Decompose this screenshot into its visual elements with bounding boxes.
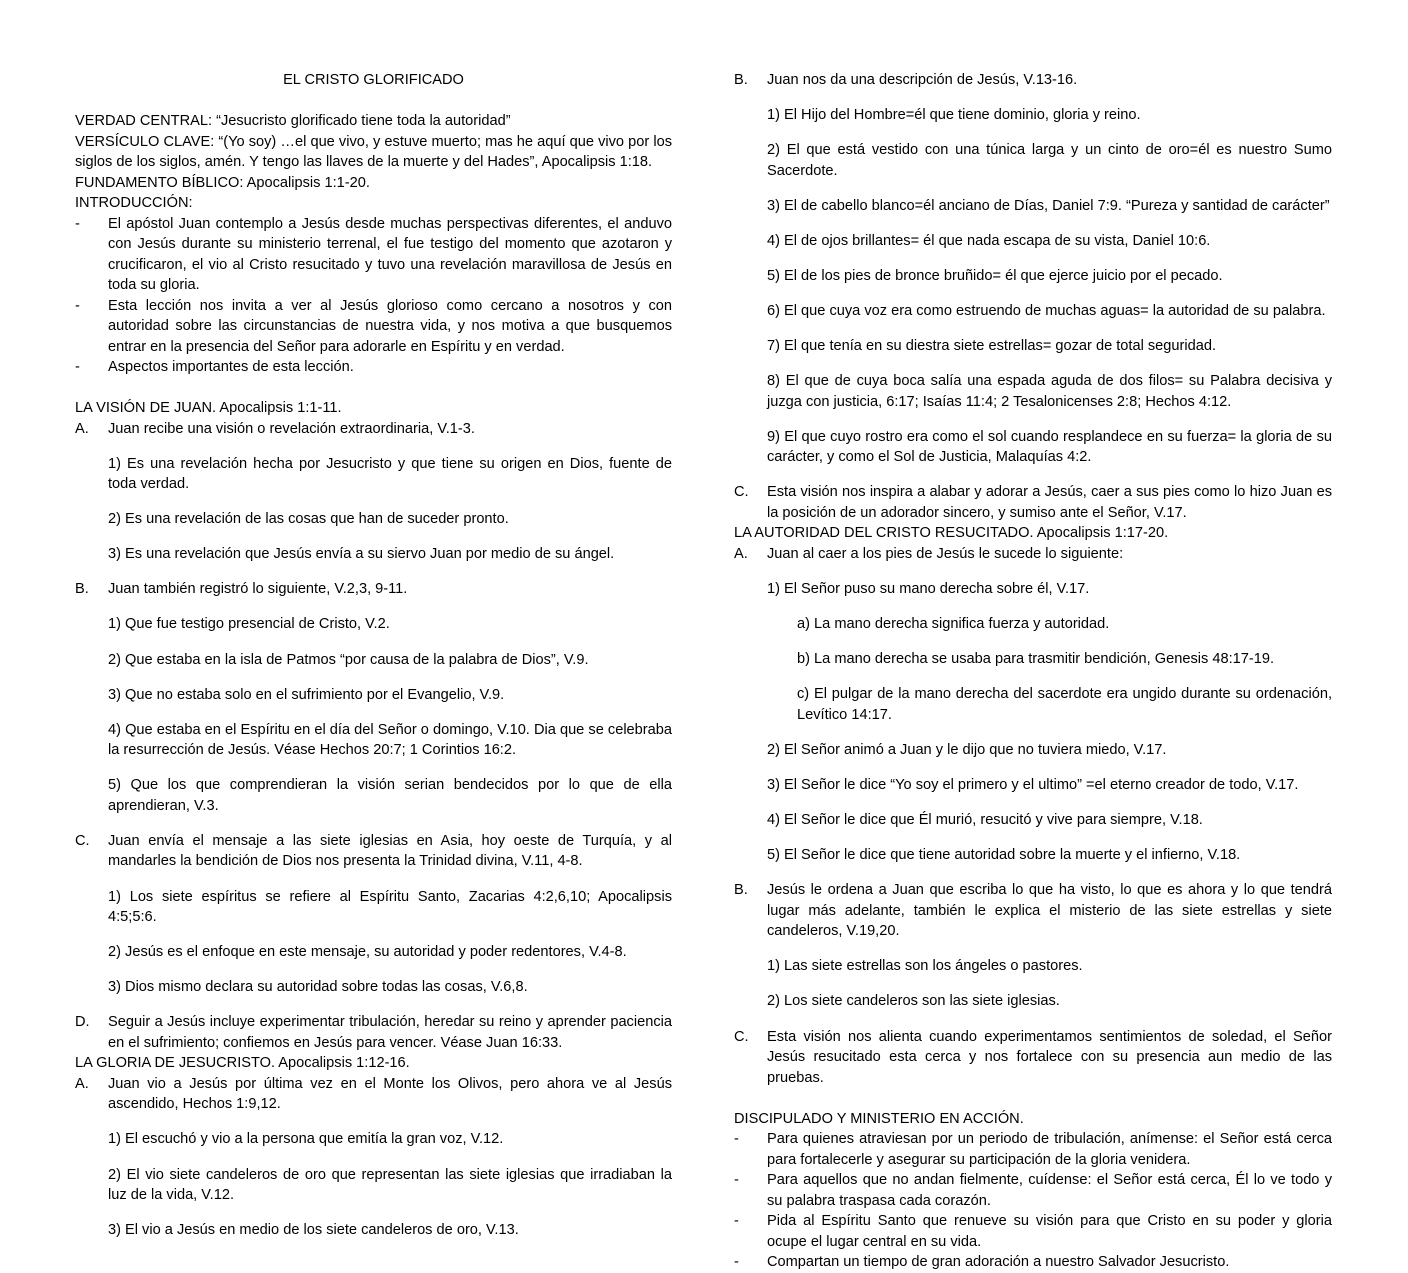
- sub-item: 5) El de los pies de bronce bruñido= él que ejerce juicio por el pecado.: [767, 267, 1223, 284]
- sub-item: 3) El Señor le dice “Yo soy el primero y el ultimo” =el eterno creador de todo, V.17.: [767, 777, 1299, 793]
- intro-item: [75, 357, 672, 378]
- letter-marker: A.: [734, 545, 748, 562]
- sub-sub-item: a) La mano derecha significa fuerza y autoridad.: [797, 616, 1110, 633]
- point-text: Juan vio a Jesús por última vez en el Monte los Olivos, pero ahora ve al Jesús ascendido, Hechos 1:9,12.: [108, 1075, 672, 1113]
- intro-item: [75, 296, 672, 358]
- point-text: Juan envía el mensaje a las siete iglesias en Asia, hoy oeste de Turquía, y al mandarles la bendición de Dios nos presenta la Trinidad divina, V.11, 4-8.: [108, 832, 672, 870]
- letter-marker: A.: [75, 1075, 89, 1092]
- dash-marker: -: [734, 1172, 739, 1189]
- point-b: [734, 880, 1332, 942]
- sub-item: 4) El de ojos brillantes= él que nada escapa de su vista, Daniel 10:6.: [767, 232, 1211, 249]
- dash-marker: -: [75, 215, 80, 232]
- section-heading-gloria: LA GLORIA DE JESUCRISTO. Apocalipsis 1:12-16.: [75, 1055, 410, 1072]
- sub-item: 2) Los siete candeleros son las siete iglesias.: [767, 993, 1060, 1010]
- intro-item-text: Aspectos importantes de esta lección.: [108, 359, 354, 375]
- letter-marker: B.: [734, 882, 748, 899]
- letter-marker: C.: [734, 1028, 749, 1045]
- sub-item: 3) Que no estaba solo en el sufrimiento por el Evangelio, V.9.: [108, 686, 505, 703]
- section-heading-vision: LA VISIÓN DE JUAN. Apocalipsis 1:1-11.: [75, 400, 342, 416]
- sub-item: 4) El Señor le dice que Él murió, resucitó y vive para siempre, V.18.: [767, 812, 1203, 829]
- dash-marker: -: [75, 297, 80, 314]
- intro-item-text: El apóstol Juan contemplo a Jesús desde muchas perspectivas diferentes, el anduvo con Jesús durante su ministerio terrenal, el fue testigo del momento que azotaron y crucificaron, el vio al Cristo resucitado y tuvo una revelación maravillosa de Jesús en toda su gloria.: [108, 215, 672, 293]
- sub-item: 2) El Señor animó a Juan y le dijo que no tuviera miedo, V.17.: [767, 741, 1167, 758]
- sub-item: 1) Los siete espíritus se refiere al Espíritu Santo, Zacarias 4:2,6,10; Apocalipsis 4:5;5:6.: [108, 888, 672, 926]
- sub-item: 4) Que estaba en el Espíritu en el día del Señor o domingo, V.10. Dia que se celebraba la resurrección de Jesús. Véase Hechos 20:7; 1 Corintios 16:2.: [108, 721, 672, 759]
- sub-item: 3) Es una revelación que Jesús envía a su siervo Juan por medio de su ángel.: [108, 546, 615, 563]
- left-column: [75, 70, 672, 1255]
- intro-item: [75, 214, 672, 296]
- sub-item: 2) El vio siete candeleros de oro que representan las siete iglesias que irradiaban la luz de la vida, V.12.: [108, 1166, 672, 1203]
- sub-item: 3) El vio a Jesús en medio de los siete candeleros de oro, V.13.: [108, 1222, 519, 1239]
- point-text: Jesús le ordena a Juan que escriba lo que ha visto, lo que es ahora y lo que tendrá lugar más adelante, también le explica el misterio de las siete estrellas y siete candeleros, V.19,20.: [767, 882, 1332, 940]
- sub-item: 2) Es una revelación de las cosas que han de suceder pronto.: [108, 511, 509, 528]
- point-c: [734, 482, 1332, 523]
- point-c: [75, 831, 672, 872]
- letter-marker: C.: [734, 484, 749, 501]
- sub-item: 2) Jesús es el enfoque en este mensaje, su autoridad y poder redentores, V.4-8.: [108, 944, 627, 961]
- intro-heading: INTRODUCCIÓN:: [75, 195, 193, 211]
- sub-item: 1) El escuchó y vio a la persona que emitía la gran voz, V.12.: [108, 1131, 504, 1148]
- point-c: [734, 1027, 1332, 1089]
- letter-marker: D.: [75, 1014, 90, 1031]
- sub-item: 6) El que cuya voz era como estruendo de muchas aguas= la autoridad de su palabra.: [767, 303, 1326, 320]
- fundamento-biblico: FUNDAMENTO BÍBLICO: Apocalipsis 1:1-20.: [75, 174, 370, 191]
- page-title: EL CRISTO GLORIFICADO: [283, 72, 464, 88]
- point-a: [75, 419, 672, 440]
- dash-marker: -: [734, 1131, 739, 1148]
- point-b: [734, 70, 1332, 91]
- sub-item: 7) El que tenía en su diestra siete estrellas= gozar de total seguridad.: [767, 338, 1217, 355]
- intro-item-text: Esta lección nos invita a ver al Jesús glorioso como cercano a nosotros y con autoridad sobre las circunstancias de nuestra vida, y nos motiva a que busquemos entrar en la presencia del Señor para adorarle en Espíritu y en verdad.: [108, 297, 672, 355]
- sub-item: 1) Es una revelación hecha por Jesucristo y que tiene su origen en Dios, fuente de toda verdad.: [108, 455, 672, 493]
- point-text: Juan también registró lo siguiente, V.2,3, 9-11.: [108, 581, 408, 598]
- action-item: [734, 1211, 1332, 1252]
- sub-item: 1) Que fue testigo presencial de Cristo, V.2.: [108, 616, 390, 633]
- section-heading-discipulado: DISCIPULADO Y MINISTERIO EN ACCIÓN.: [734, 1110, 1024, 1127]
- sub-item: 1) Las siete estrellas son los ángeles o pastores.: [767, 958, 1083, 975]
- point-a: [734, 544, 1332, 565]
- sub-item: 2) Que estaba en la isla de Patmos “por causa de la palabra de Dios”, V.9.: [108, 651, 589, 668]
- action-item-text: Para quienes atraviesan por un periodo de tribulación, anímense: el Señor está cerca para fortalecerle y asegurar su participación de la gloria venidera.: [767, 1131, 1332, 1168]
- sub-item: 3) Dios mismo declara su autoridad sobre todas las cosas, V.6,8.: [108, 979, 528, 996]
- sub-item: 8) El que de cuya boca salía una espada aguda de dos filos= su Palabra decisiva y juzga con justicia, 6:17; Isaías 11:4; 2 Tesalonicenses 2:8; Hechos 4:12.: [767, 373, 1332, 410]
- action-item-text: Compartan un tiempo de gran adoración a nuestro Salvador Jesucristo.: [767, 1254, 1230, 1271]
- point-a: [75, 1074, 672, 1115]
- sub-item: 9) El que cuyo rostro era como el sol cuando resplandece en su fuerza= la gloria de su carácter, y como el Sol de Justicia, Malaquías 4:2.: [767, 428, 1332, 466]
- sub-sub-item: b) La mano derecha se usaba para trasmitir bendición, Genesis 48:17-19.: [797, 651, 1275, 668]
- action-item: [734, 1170, 1332, 1211]
- action-item: [734, 1129, 1332, 1170]
- action-item-text: Para aquellos que no andan fielmente, cuídense: el Señor está cerca, Él lo ve todo y su palabra traspasa cada corazón.: [767, 1172, 1332, 1209]
- letter-marker: C.: [75, 832, 90, 849]
- sub-item: 1) El Hijo del Hombre=él que tiene dominio, gloria y reino.: [767, 107, 1141, 124]
- point-b: [75, 579, 672, 600]
- sub-item: 3) El de cabello blanco=él anciano de Días, Daniel 7:9. “Pureza y santidad de carácter”: [767, 197, 1330, 214]
- sub-item: 1) El Señor puso su mano derecha sobre él, V.17.: [767, 581, 1090, 598]
- action-item: [734, 1252, 1332, 1273]
- point-text: Esta visión nos inspira a alabar y adorar a Jesús, caer a sus pies como lo hizo Juan es la posición de un adorador sincero, y sumiso ante el Señor, V.17.: [767, 484, 1332, 521]
- section-heading-autoridad: LA AUTORIDAD DEL CRISTO RESUCITADO. Apocalipsis 1:17-20.: [734, 525, 1169, 542]
- action-item-text: Pida al Espíritu Santo que renueve su visión para que Cristo en su poder y gloria ocupe el lugar central en su vida.: [767, 1213, 1332, 1250]
- letter-marker: B.: [75, 581, 89, 598]
- dash-marker: -: [734, 1213, 739, 1230]
- right-column: [734, 70, 1332, 1273]
- sub-item: 2) El que está vestido con una túnica larga y un cinto de oro=él es nuestro Sumo Sacerdote.: [767, 142, 1332, 179]
- verdad-central: VERDAD CENTRAL: “Jesucristo glorificado tiene toda la autoridad”: [75, 113, 511, 129]
- sub-sub-item: c) El pulgar de la mano derecha del sacerdote era ungido durante su ordenación, Levítico 14:17.: [797, 686, 1332, 723]
- dash-marker: -: [734, 1254, 739, 1271]
- point-text: Esta visión nos alienta cuando experimentamos sentimientos de soledad, el Señor Jesús resucitado esta cerca y nos fortalece con su presencia aun medio de las pruebas.: [767, 1028, 1332, 1086]
- sub-item: 5) El Señor le dice que tiene autoridad sobre la muerte y el infierno, V.18.: [767, 847, 1241, 864]
- point-text: Juan recibe una visión o revelación extraordinaria, V.1-3.: [108, 420, 475, 437]
- letter-marker: A.: [75, 420, 89, 437]
- point-text: Seguir a Jesús incluye experimentar tribulación, heredar su reino y aprender paciencia en el sufrimiento; confiemos en Jesús para vencer. Véase Juan 16:33.: [108, 1014, 672, 1051]
- letter-marker: B.: [734, 72, 748, 88]
- point-text: Juan al caer a los pies de Jesús le sucede lo siguiente:: [767, 545, 1124, 562]
- point-text: Juan nos da una descripción de Jesús, V.13-16.: [767, 72, 1078, 88]
- point-d: [75, 1012, 672, 1053]
- dash-marker: -: [75, 359, 80, 375]
- versiculo-clave: VERSÍCULO CLAVE: “(Yo soy) …el que vivo, y estuve muerto; mas he aquí que vivo por los siglos de los siglos, amén. Y tengo las llaves de la muerte y del Hades”, Apocalipsis 1:18.: [75, 133, 672, 170]
- sub-item: 5) Que los que comprendieran la visión serian bendecidos por lo que de ella aprendieran, V.3.: [108, 777, 672, 814]
